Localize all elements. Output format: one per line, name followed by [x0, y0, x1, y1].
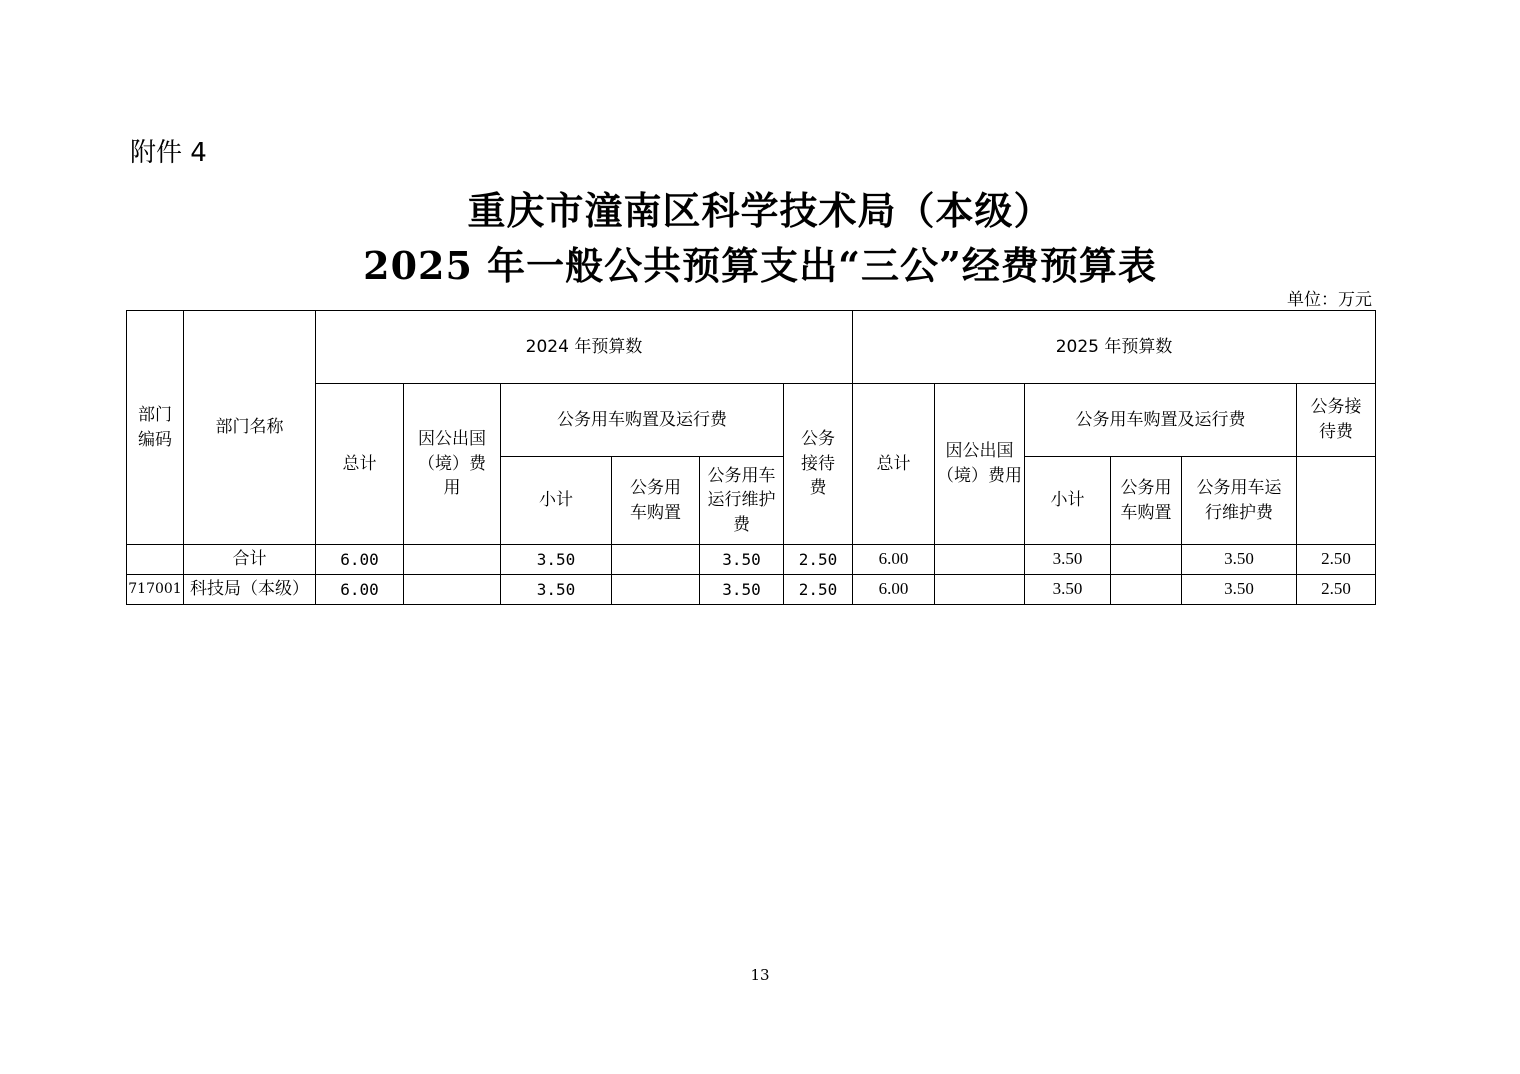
header-2024-budget: 2024 年预算数 [316, 311, 853, 384]
header-2025-total: 总计 [853, 384, 935, 545]
header-2025-subtotal: 小计 [1025, 457, 1111, 545]
header-2025-vehicle-maintenance: 公务用车运行维护费 [1182, 457, 1297, 545]
row-name: 合计 [184, 545, 316, 575]
cell-2025-abroad [935, 545, 1025, 575]
cell-2025-subtotal: 3.50 [1025, 575, 1111, 605]
header-2024-abroad: 因公出国（境）费用 [404, 384, 501, 545]
cell-2024-abroad [404, 545, 501, 575]
cell-2025-total: 6.00 [853, 575, 935, 605]
document-title-line2: 2025 年一般公共预算支出“三公”经费预算表 [363, 243, 1157, 288]
table-row [127, 545, 1376, 575]
header-dept-name: 部门名称 [184, 311, 316, 545]
header-2024-subtotal: 小计 [501, 457, 612, 545]
row-code [127, 545, 184, 575]
header-2024-vehicle-purchase: 公务用车购置 [612, 457, 700, 545]
cell-2025-reception: 2.50 [1297, 545, 1376, 575]
cell-2024-purchase [612, 575, 700, 605]
cell-2025-abroad [935, 575, 1025, 605]
cell-2025-maintenance: 3.50 [1182, 575, 1297, 605]
page-number: 13 [750, 966, 770, 984]
document-title-line1: 重庆市潼南区科学技术局（本级） [467, 188, 1053, 233]
unit-label: 单位：万元 [1287, 290, 1372, 310]
header-2025-reception-blank [1297, 457, 1376, 545]
cell-2024-total: 6.00 [316, 575, 404, 605]
cell-2025-purchase [1111, 575, 1182, 605]
attachment-label: 附件 4 [130, 138, 207, 168]
cell-2024-abroad [404, 575, 501, 605]
cell-2024-reception: 2.50 [784, 545, 853, 575]
cell-2025-reception: 2.50 [1297, 575, 1376, 605]
header-2025-vehicle: 公务用车购置及运行费 [1025, 384, 1297, 457]
cell-2025-subtotal: 3.50 [1025, 545, 1111, 575]
header-2025-vehicle-purchase: 公务用车购置 [1111, 457, 1182, 545]
header-2025-budget: 2025 年预算数 [853, 311, 1376, 384]
header-2024-reception: 公务接待费 [784, 384, 853, 545]
cell-2024-maintenance: 3.50 [700, 575, 784, 605]
header-2024-vehicle-maintenance: 公务用车运行维护费 [700, 457, 784, 545]
cell-2024-total: 6.00 [316, 545, 404, 575]
cell-2024-maintenance: 3.50 [700, 545, 784, 575]
header-2024-vehicle: 公务用车购置及运行费 [501, 384, 784, 457]
header-2025-reception: 公务接待费 [1297, 384, 1376, 457]
row-code: 717001 [127, 575, 184, 605]
header-dept-code: 部门编码 [127, 311, 184, 545]
header-2024-total: 总计 [316, 384, 404, 545]
cell-2024-reception: 2.50 [784, 575, 853, 605]
cell-2024-subtotal: 3.50 [501, 575, 612, 605]
cell-2024-subtotal: 3.50 [501, 545, 612, 575]
cell-2025-total: 6.00 [853, 545, 935, 575]
cell-2024-purchase [612, 545, 700, 575]
cell-2025-maintenance: 3.50 [1182, 545, 1297, 575]
row-name: 科技局（本级） [184, 575, 316, 605]
table-row [127, 575, 1376, 605]
budget-table [126, 310, 1376, 605]
header-2025-abroad: 因公出国（境）费用 [935, 384, 1025, 545]
cell-2025-purchase [1111, 545, 1182, 575]
